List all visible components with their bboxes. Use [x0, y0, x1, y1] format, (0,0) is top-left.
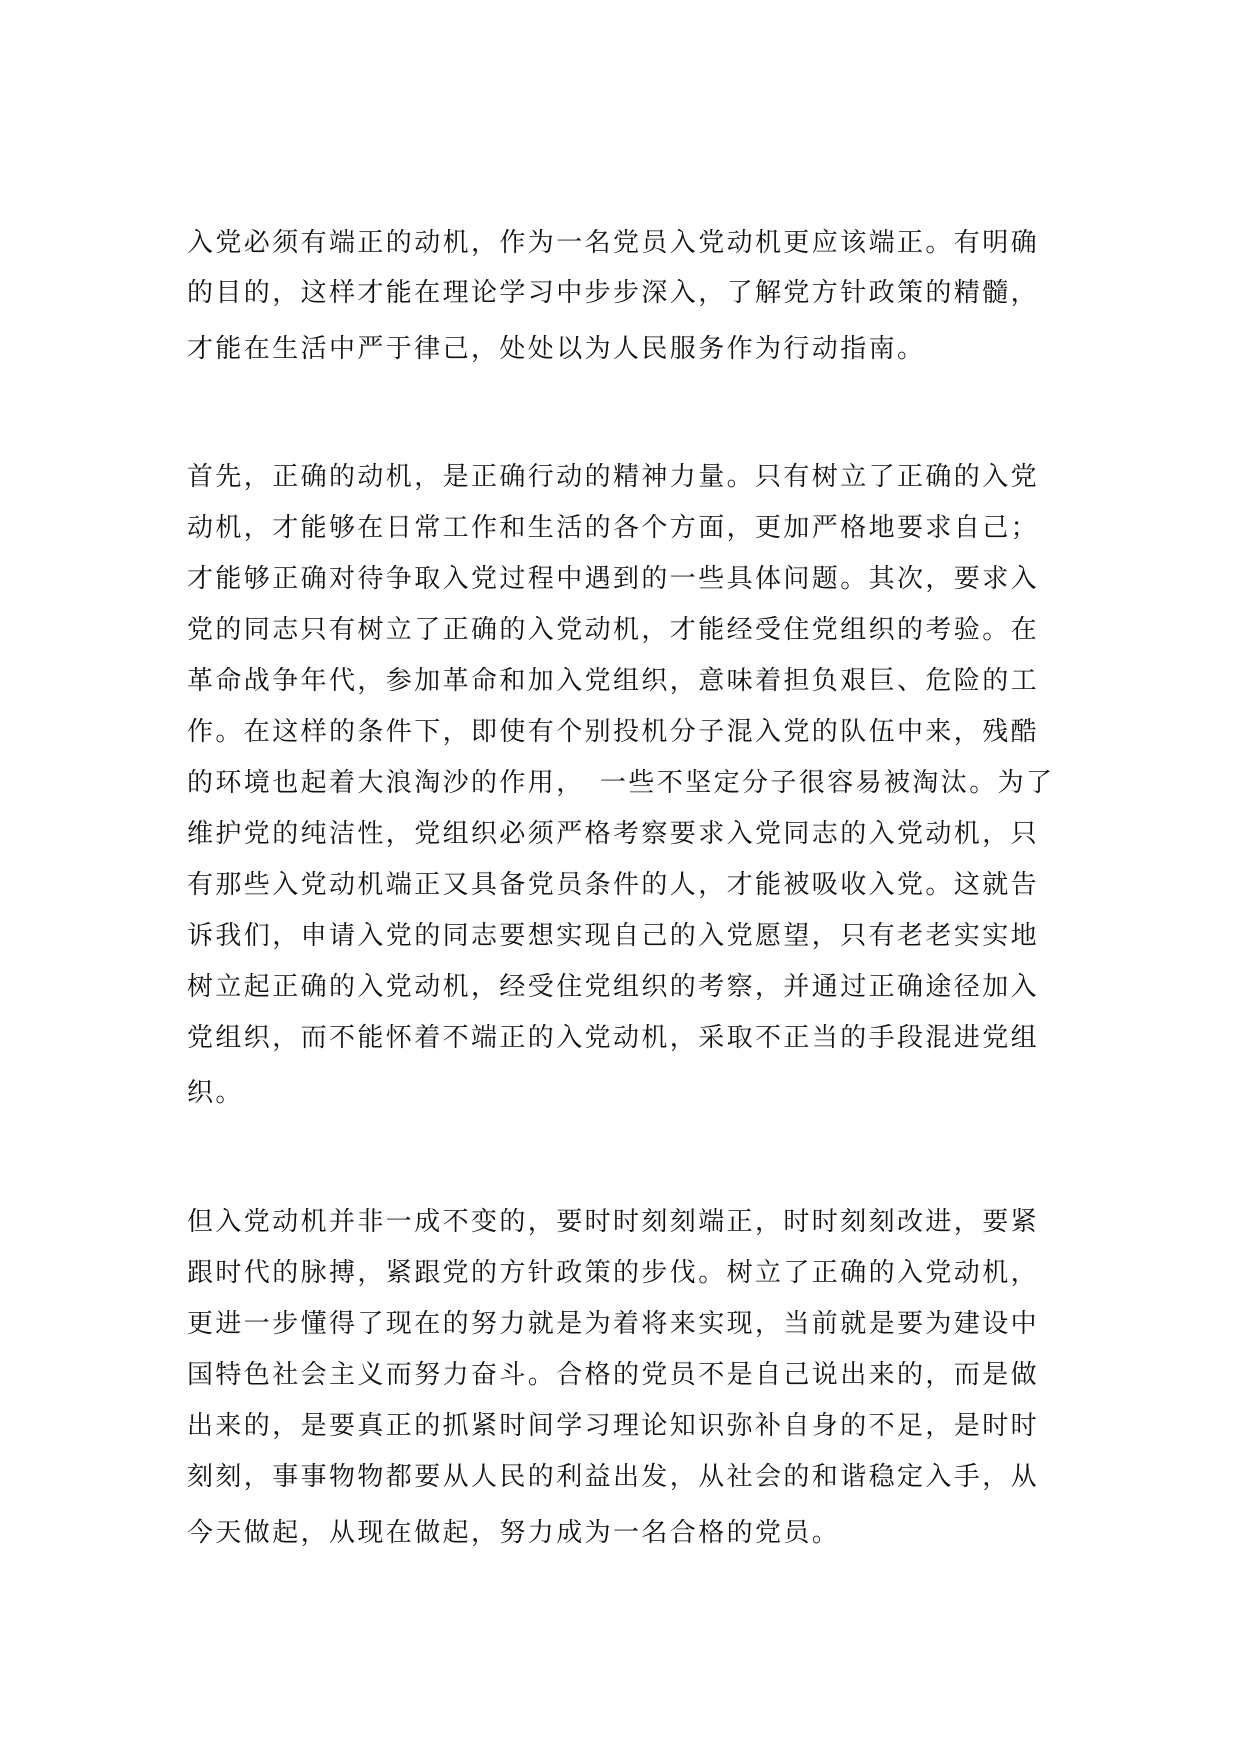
paragraph-3-line-6: 刻刻，事事物物都要从人民的利益出发，从社会的和谐稳定入手，从 [187, 1462, 1040, 1492]
paragraph-3-line-4: 国特色社会主义而努力奋斗。合格的党员不是自己说出来的，而是做 [187, 1360, 1040, 1390]
paragraph-1-line-3: 才能在生活中严于律己，处处以为人民服务作为行动指南。 [187, 334, 926, 364]
paragraph-2-line-1: 首先，正确的动机，是正确行动的精神力量。只有树立了正确的入党 [187, 462, 1040, 492]
paragraph-2-line-12: 党组织，而不能怀着不端正的入党动机，采取不正当的手段混进党组 [187, 1023, 1040, 1053]
paragraph-2-line-2: 动机，才能够在日常工作和生活的各个方面，更加严格地要求自己； [187, 513, 1040, 543]
paragraph-3-line-3: 更进一步懂得了现在的努力就是为着将来实现，当前就是要为建设中 [187, 1309, 1040, 1339]
paragraph-3-line-2: 跟时代的脉搏，紧跟党的方针政策的步伐。树立了正确的入党动机， [187, 1258, 1040, 1288]
paragraph-3-line-5: 出来的，是要真正的抓紧时间学习理论知识弥补自身的不足，是时时 [187, 1411, 1040, 1441]
paragraph-2-line-10: 诉我们，申请入党的同志要想实现自己的入党愿望，只有老老实实地 [187, 921, 1040, 951]
paragraph-1-line-1: 入党必须有端正的动机，作为一名党员入党动机更应该端正。有明确 [187, 228, 1040, 258]
paragraph-3-line-7: 今天做起，从现在做起，努力成为一名合格的党员。 [187, 1518, 841, 1548]
paragraph-2-line-3: 才能够正确对待争取入党过程中遇到的一些具体问题。其次，要求入 [187, 564, 1040, 594]
paragraph-2-line-5: 革命战争年代，参加革命和加入党组织，意味着担负艰巨、危险的工 [187, 666, 1040, 696]
paragraph-2-line-11: 树立起正确的入党动机，经受住党组织的考察，并通过正确途径加入 [187, 972, 1040, 1002]
paragraph-2-line-4: 党的同志只有树立了正确的入党动机，才能经受住党组织的考验。在 [187, 615, 1040, 645]
paragraph-2-line-9: 有那些入党动机端正又具备党员条件的人，才能被吸收入党。这就告 [187, 870, 1040, 900]
paragraph-2-line-7: 的环境也起着大浪淘沙的作用， 一些不坚定分子很容易被淘汰。为了 [187, 768, 1055, 798]
paragraph-2-line-13: 织。 [187, 1078, 244, 1108]
paragraph-1-line-2: 的目的，这样才能在理论学习中步步深入，了解党方针政策的精髓， [187, 278, 1040, 308]
paragraph-3-line-1: 但入党动机并非一成不变的，要时时刻刻端正，时时刻刻改进，要紧 [187, 1207, 1040, 1237]
paragraph-2-line-6: 作。在这样的条件下，即使有个别投机分子混入党的队伍中来，残酷 [187, 717, 1040, 747]
paragraph-2-line-8: 维护党的纯洁性，党组织必须严格考察要求入党同志的入党动机，只 [187, 819, 1040, 849]
